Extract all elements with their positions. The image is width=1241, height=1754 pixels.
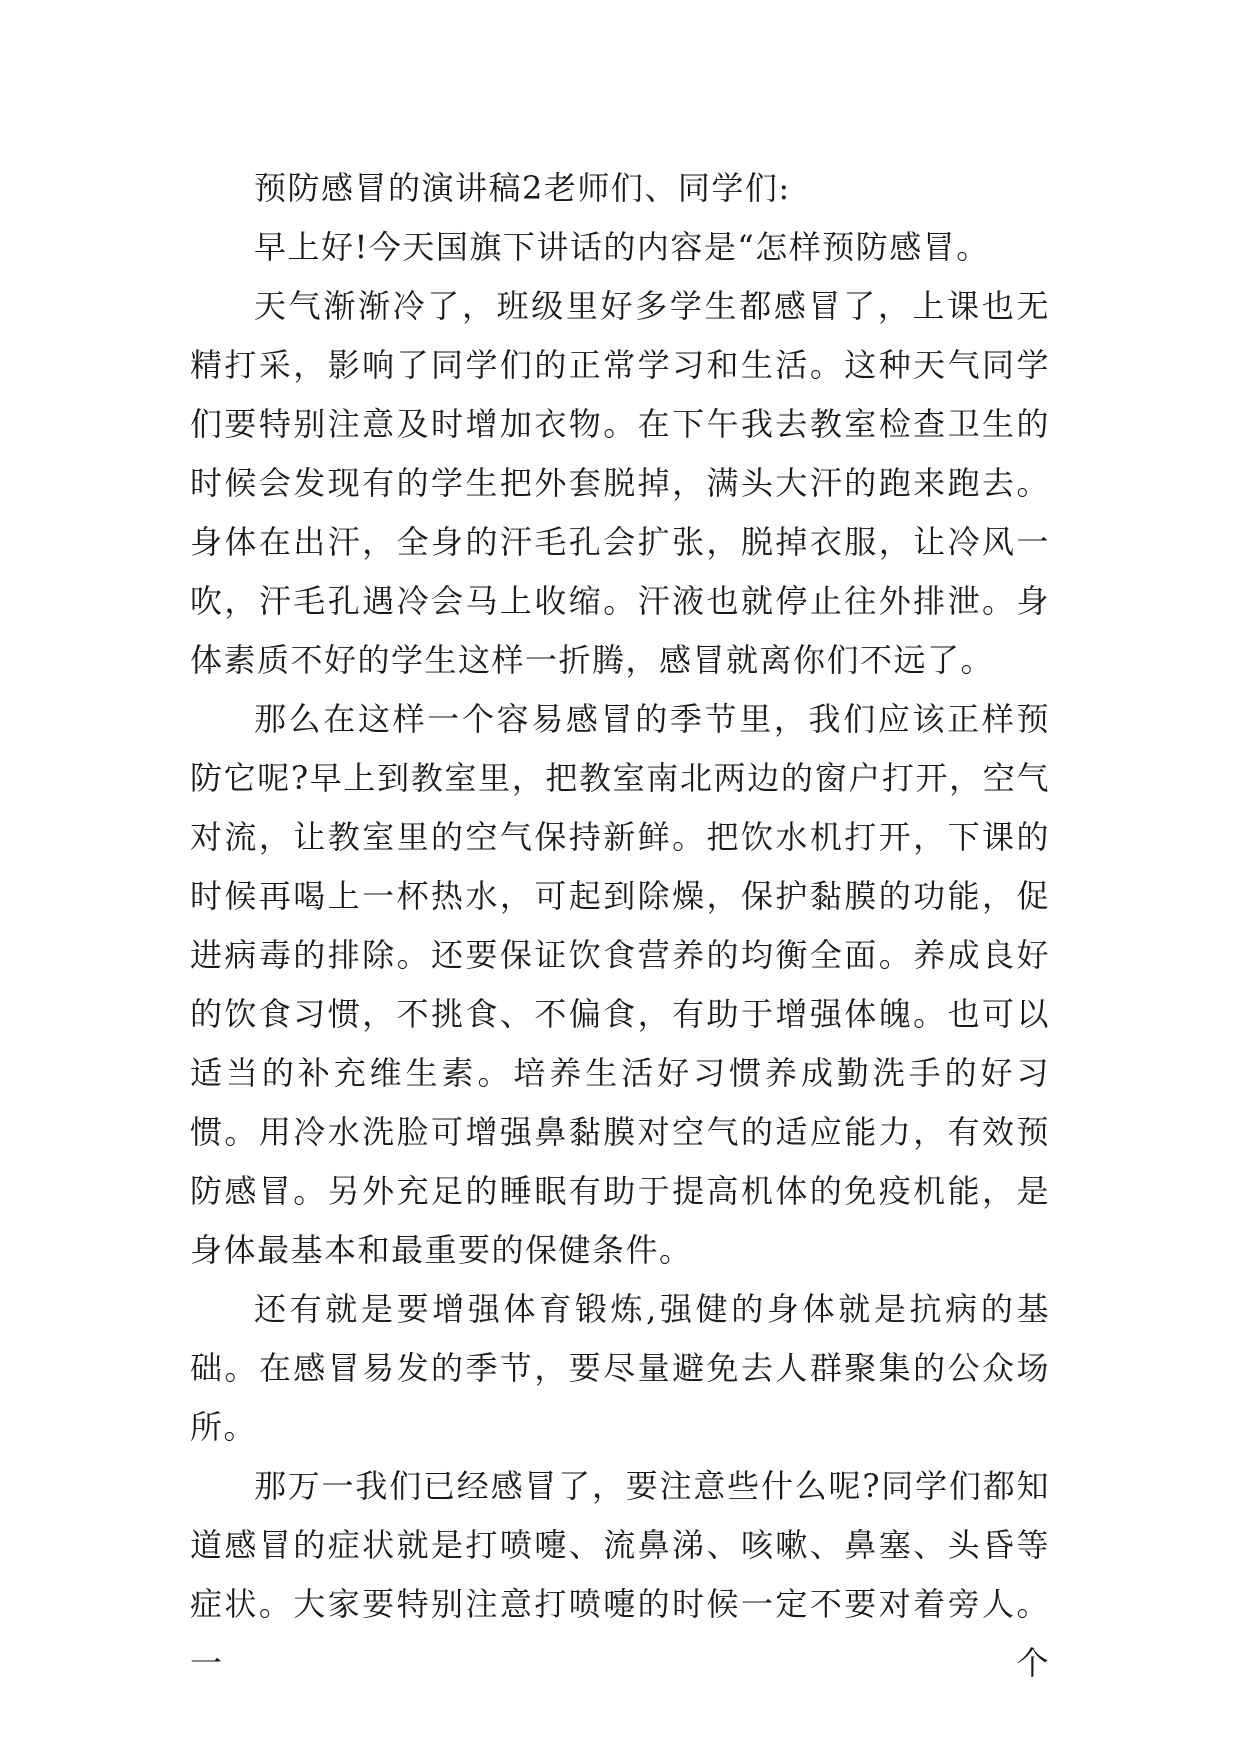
document-body (190, 159, 1050, 1693)
paragraph-title-greeting: 预防感冒的演讲稿2老师们、同学们: (254, 169, 791, 207)
paragraph-exercise: 还有就是要增强体育锻炼,强健的身体就是抗病的基础。在感冒易发的季节，要尽量避免去人群聚集的公众场所。 (190, 1290, 1050, 1446)
paragraph-prevention: 那么在这样一个容易感冒的季节里，我们应该正样预防它呢?早上到教室里，把教室南北两边的窗户打开，空气对流，让教室里的空气保持新鲜。把饮水机打开，下课的时候再喝上一杯热水，可起到除燥，保护黏膜的功能，促进病毒的排除。还要保证饮食营养的均衡全面。养成良好的饮食习惯，不挑食、不偏食，有助于增强体魄。也可以适当的补充维生素。培养生活好习惯养成勤洗手的好习惯。用冷水洗脸可增强鼻黏膜对空气的适应能力，有效预防感冒。另外充足的睡眠有助于提高机体的免疫机能，是身体最基本和最重要的保健条件。 (190, 700, 1050, 1269)
paragraph-symptoms: 那万一我们已经感冒了，要注意些什么呢?同学们都知道感冒的症状就是打喷嚏、流鼻涕、咳嗽、鼻塞、头昏等症状。大家要特别注意打喷嚏的时候一定不要对着旁人。一个 (190, 1467, 1050, 1682)
paragraph-weather: 天气渐渐冷了，班级里好多学生都感冒了，上课也无精打采，影响了同学们的正常学习和生活。这种天气同学们要特别注意及时增加衣物。在下午我去教室检查卫生的时候会发现有的学生把外套脱掉，满头大汗的跑来跑去。身体在出汗，全身的汗毛孔会扩张，脱掉衣服，让冷风一吹，汗毛孔遇冷会马上收缩。汗液也就停止往外排泄。身体素质不好的学生这样一折腾，感冒就离你们不远了。 (190, 287, 1050, 679)
paragraph-opening: 早上好!今天国旗下讲话的内容是“怎样预防感冒。 (254, 228, 990, 266)
